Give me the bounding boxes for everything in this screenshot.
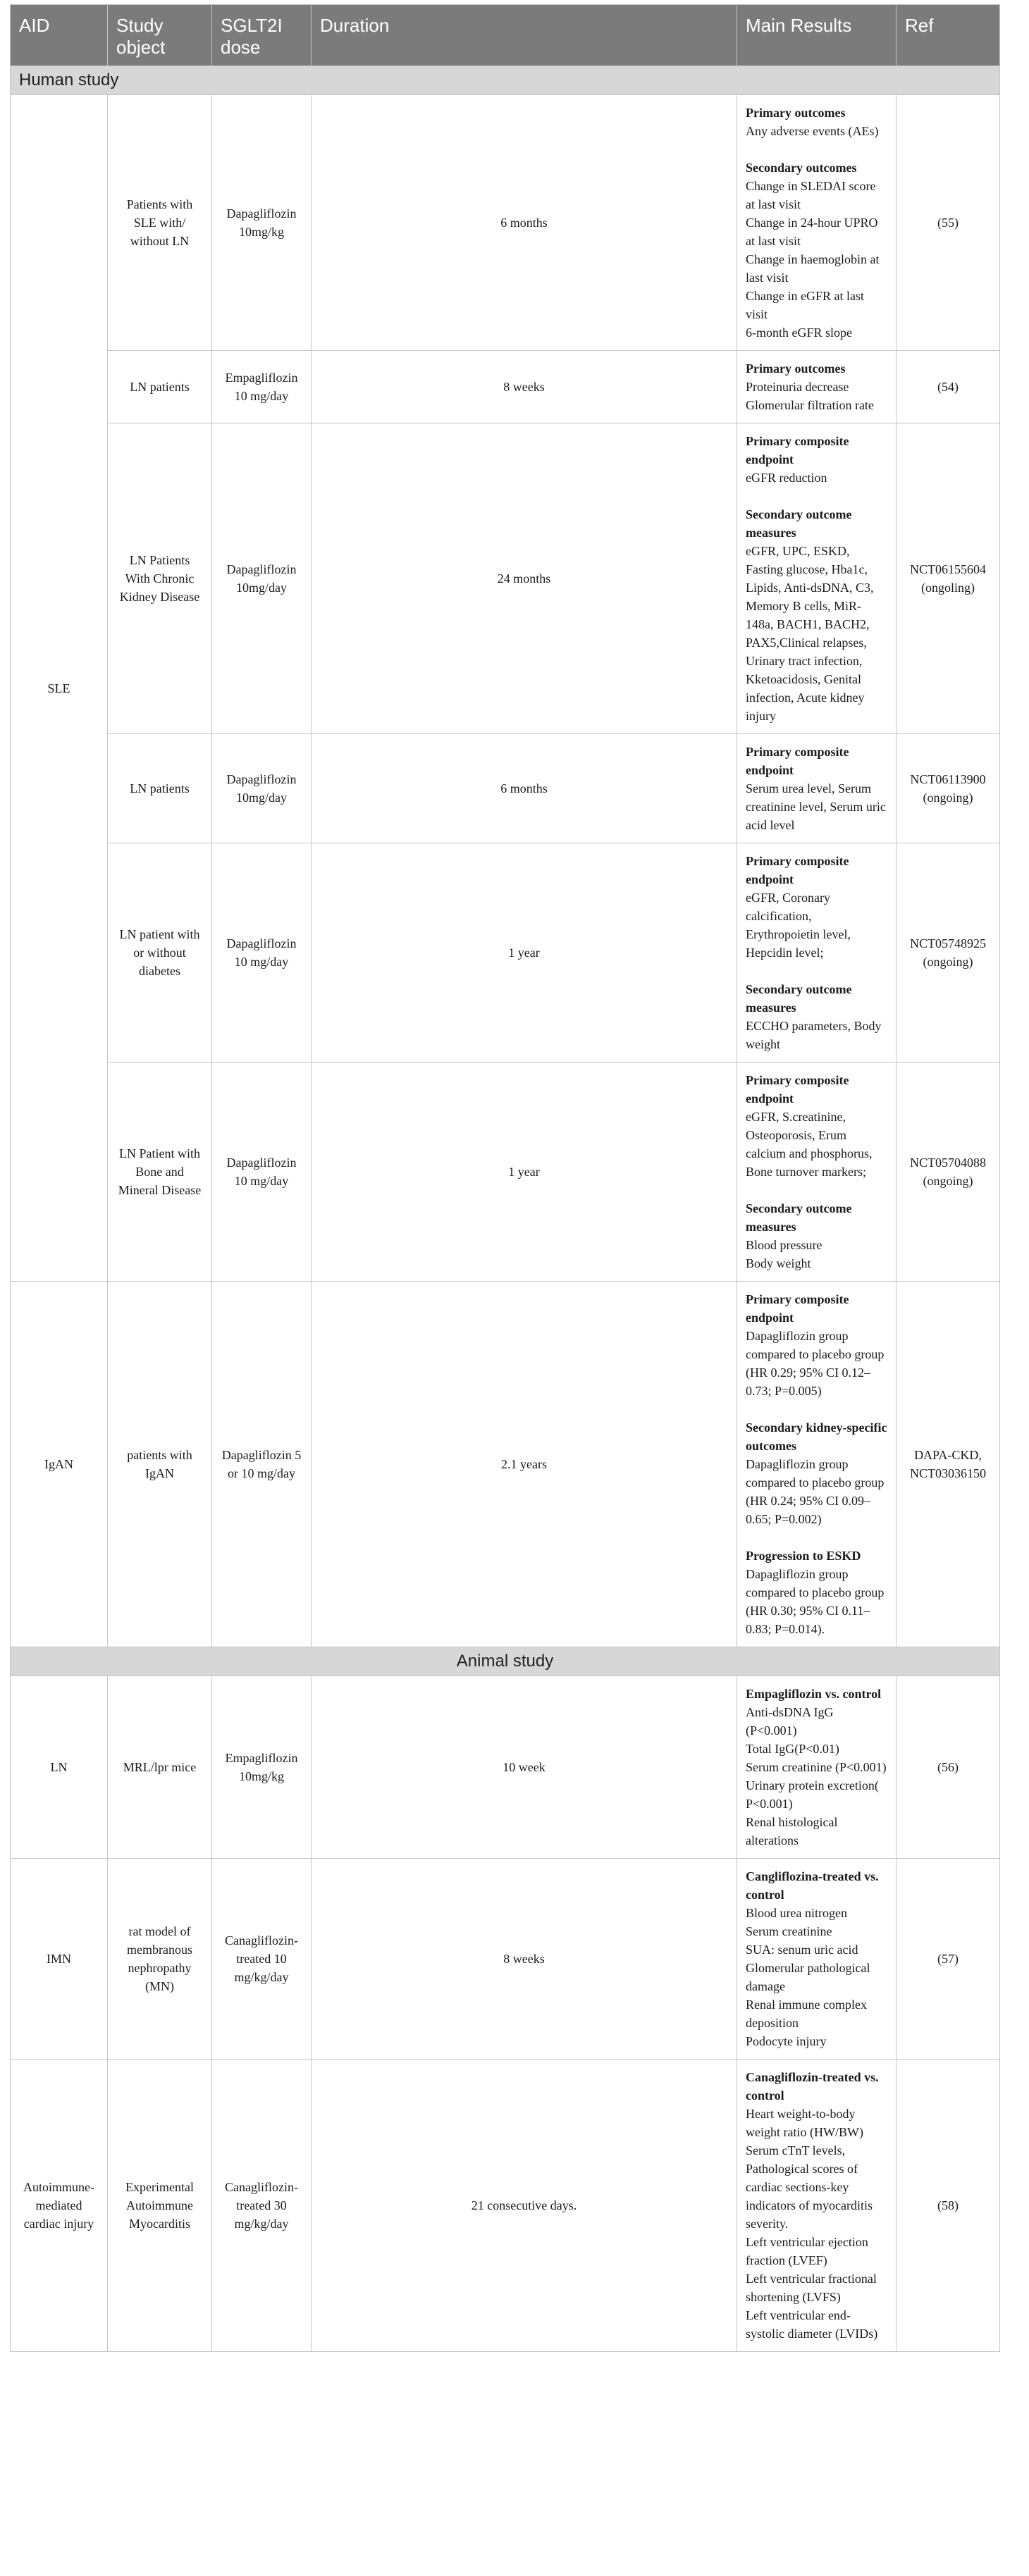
study-object-cell: rat model of membranous nephropathy (MN) [108, 1859, 212, 2060]
results-line: Change in haemoglobin at last visit [746, 252, 880, 285]
results-heading: Progression to ESKD [746, 1549, 861, 1563]
dose-cell: Canagliflozin-treated 30 mg/kg/day [212, 2060, 312, 2352]
table-row [11, 1282, 1000, 1647]
header-aid: AID [11, 5, 108, 66]
aid-cell: LN [11, 1676, 108, 1859]
dose-cell: Dapagliflozin 10mg/day [212, 423, 312, 734]
results-line: Left ventricular ejection fraction (LVEF) [746, 2235, 868, 2267]
header-row [11, 5, 1000, 66]
dose-cell: Canagliflozin-treated 10 mg/kg/day [212, 1859, 312, 2060]
section-row-human [11, 66, 1000, 95]
duration-cell: 1 year [312, 843, 737, 1063]
ref-link[interactable]: (54) [896, 351, 1000, 423]
study-object-cell: Patients with SLE with/ without LN [108, 95, 212, 351]
results-cell [737, 1859, 896, 2060]
table-row [11, 1063, 1000, 1282]
results-heading: Secondary outcome measures [746, 982, 852, 1015]
results-heading: Empagliflozin vs. control [746, 1687, 882, 1701]
results-line: (HR 0.30; 95% CI 0.11–0.83; P=0.014). [746, 1604, 870, 1636]
results-line: Left ventricular fractional shortening (LVFS) [746, 2272, 877, 2304]
duration-cell: 6 months [312, 734, 737, 843]
results-line: Change in SLEDAI score at last visit [746, 179, 876, 211]
results-line: Blood pressure [746, 1238, 822, 1252]
study-object-cell: LN patients [108, 351, 212, 423]
ref-link[interactable]: (56) [896, 1676, 1000, 1859]
results-cell [737, 734, 896, 843]
ref-cell: NCT05704088 (ongoing) [896, 1063, 1000, 1282]
aid-cell: SLE [11, 95, 108, 1282]
dose-cell: Empagliflozin 10 mg/day [212, 351, 312, 423]
aid-cell: Autoimmune-mediated cardiac injury [11, 2060, 108, 2352]
section-label-animal: Animal study [11, 1647, 1000, 1676]
dose-cell: Dapagliflozin 10mg/kg [212, 95, 312, 351]
dose-cell: Dapagliflozin 10mg/day [212, 734, 312, 843]
results-line: Dapagliflozin group compared to placebo group [746, 1329, 885, 1361]
study-object-cell: Experimental Autoimmune Myocarditis [108, 2060, 212, 2352]
study-object-cell: LN patient with or without diabetes [108, 843, 212, 1063]
study-object-cell: MRL/lpr mice [108, 1676, 212, 1859]
dose-cell: Dapagliflozin 10 mg/day [212, 1063, 312, 1282]
aid-cell: IgAN [11, 1282, 108, 1647]
results-heading: Primary composite endpoint [746, 854, 849, 886]
results-heading: Secondary outcome measures [746, 507, 852, 540]
results-cell [737, 2060, 896, 2352]
results-line: Dapagliflozin group compared to placebo group [746, 1457, 885, 1490]
duration-cell: 1 year [312, 1063, 737, 1282]
table-row [11, 351, 1000, 423]
header-study-object: Study object [108, 5, 212, 66]
results-line: Glomerular pathological damage [746, 1961, 870, 1993]
results-line: Any adverse events (AEs) [746, 124, 879, 138]
results-heading: Primary composite endpoint [746, 745, 849, 777]
study-object-cell: patients with IgAN [108, 1282, 212, 1647]
results-line: Serum urea level, Serum creatinine level, Serum uric acid level [746, 781, 886, 832]
results-line: eGFR, Coronary calcification, Erythropoietin level, Hepcidin level; [746, 891, 851, 960]
results-line: Change in 24-hour UPRO at last visit [746, 216, 878, 248]
table-row [11, 734, 1000, 843]
results-line: Glomerular filtration rate [746, 398, 874, 412]
results-line: Urinary protein excretion( P<0.001) [746, 1778, 879, 1811]
results-cell [737, 843, 896, 1063]
duration-cell: 2.1 years [312, 1282, 737, 1647]
section-label-human: Human study [11, 66, 1000, 95]
duration-cell: 8 weeks [312, 351, 737, 423]
results-line: Dapagliflozin group compared to placebo group [746, 1567, 885, 1599]
results-line: ECCHO parameters, Body weight [746, 1019, 882, 1051]
results-line: eGFR, UPC, ESKD, Fasting glucose, Hba1c, Lipids, Anti-dsDNA, C3, Memory B cells, MiR-148a, BACH1, BACH2, PAX5,Clinical relapses, Urinary tract infection, Kketoacidosis, Genital infection, Acute kidney injury [746, 544, 874, 723]
results-heading: Secondary outcome measures [746, 1201, 852, 1234]
results-line: Serum creatinine [746, 1924, 832, 1938]
results-line: Serum creatinine (P<0.001) [746, 1760, 887, 1774]
results-heading: Primary composite endpoint [746, 434, 849, 466]
results-cell [737, 1063, 896, 1282]
ref-link[interactable]: (58) [896, 2060, 1000, 2352]
ref-cell: NCT05748925 (ongoing) [896, 843, 1000, 1063]
section-row-animal [11, 1647, 1000, 1676]
table-row [11, 1676, 1000, 1859]
ref-cell: NCT06113900 (ongoing) [896, 734, 1000, 843]
results-line: Renal histological alterations [746, 1815, 838, 1847]
results-heading: Primary composite endpoint [746, 1292, 849, 1325]
duration-cell: 6 months [312, 95, 737, 351]
aid-cell: IMN [11, 1859, 108, 2060]
results-line: Anti-dsDNA IgG (P<0.001) [746, 1705, 834, 1738]
results-line: Blood urea nitrogen [746, 1906, 847, 1920]
results-line: Proteinuria decrease [746, 380, 849, 394]
results-line: eGFR, S.creatinine, Osteoporosis, Erum calcium and phosphorus, Bone turnover markers; [746, 1110, 873, 1179]
table-row [11, 843, 1000, 1063]
results-table [10, 4, 1000, 2352]
results-line: eGFR reduction [746, 471, 827, 485]
results-heading: Secondary outcomes [746, 161, 857, 175]
dose-cell: Dapagliflozin 10 mg/day [212, 843, 312, 1063]
table-row [11, 2060, 1000, 2352]
ref-cell: NCT06155604 (ongoling) [896, 423, 1000, 734]
results-line: Serum cTnT levels, [746, 2143, 846, 2157]
results-line: Renal immune complex deposition [746, 1998, 867, 2030]
results-cell [737, 1282, 896, 1647]
results-line: (HR 0.29; 95% CI 0.12–0.73; P=0.005) [746, 1366, 870, 1398]
study-object-cell: LN Patient with Bone and Mineral Disease [108, 1063, 212, 1282]
duration-cell: 10 week [312, 1676, 737, 1859]
results-line: Change in eGFR at last visit [746, 289, 864, 321]
study-object-cell: LN patients [108, 734, 212, 843]
dose-cell: Dapagliflozin 5 or 10 mg/day [212, 1282, 312, 1647]
results-line: (HR 0.24; 95% CI 0.09–0.65; P=0.002) [746, 1494, 870, 1526]
duration-cell: 21 consecutive days. [312, 2060, 737, 2352]
dose-cell: Empagliflozin 10mg/kg [212, 1676, 312, 1859]
duration-cell: 24 months [312, 423, 737, 734]
results-line: Heart weight-to-body weight ratio (HW/BW) [746, 2107, 863, 2139]
results-heading: Canagliflozin-treated vs. control [746, 2070, 879, 2103]
results-table-container [10, 4, 999, 2352]
results-line: Podocyte injury [746, 2034, 827, 2048]
results-line: Pathological scores of cardiac sections-key indicators of myocarditis severity. [746, 2162, 873, 2231]
results-cell [737, 351, 896, 423]
ref-cell: DAPA-CKD, NCT03036150 [896, 1282, 1000, 1647]
header-ref: Ref [896, 5, 1000, 66]
results-line: Body weight [746, 1256, 811, 1270]
results-cell [737, 95, 896, 351]
results-line: Left ventricular end-systolic diameter (LVIDs) [746, 2308, 878, 2341]
header-dose: SGLT2I dose [212, 5, 312, 66]
header-duration: Duration [312, 5, 737, 66]
results-heading: Cangliflozina-treated vs. control [746, 1869, 879, 1902]
results-heading: Primary outcomes [746, 106, 846, 120]
results-cell [737, 1676, 896, 1859]
results-heading: Primary outcomes [746, 361, 846, 376]
duration-cell: 8 weeks [312, 1859, 737, 2060]
table-row [11, 95, 1000, 351]
results-line: Total IgG(P<0.01) [746, 1742, 839, 1756]
ref-link[interactable]: (57) [896, 1859, 1000, 2060]
ref-link[interactable]: (55) [896, 95, 1000, 351]
header-main-results: Main Results [737, 5, 896, 66]
table-row [11, 423, 1000, 734]
results-heading: Primary composite endpoint [746, 1073, 849, 1106]
table-row [11, 1859, 1000, 2060]
results-heading: Secondary kidney-specific outcomes [746, 1420, 887, 1453]
study-object-cell: LN Patients With Chronic Kidney Disease [108, 423, 212, 734]
results-line: SUA: senum uric acid [746, 1943, 858, 1957]
results-cell [737, 423, 896, 734]
results-line: 6-month eGFR slope [746, 326, 852, 340]
